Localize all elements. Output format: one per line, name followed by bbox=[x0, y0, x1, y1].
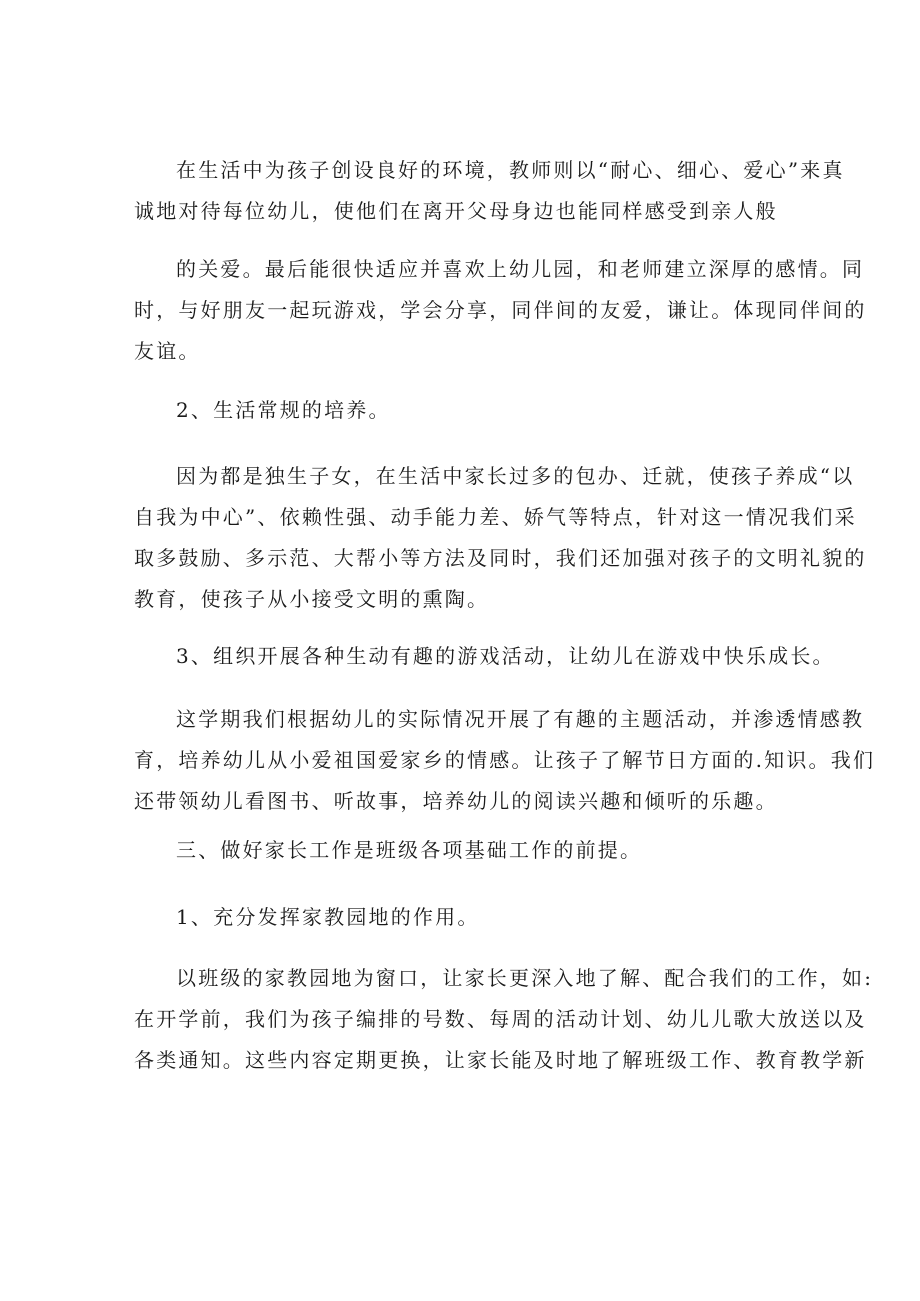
heading-line: 3、组织开展各种生动有趣的游戏活动，让幼儿在游戏中快乐成长。 bbox=[176, 644, 835, 668]
paragraph-line: 诚地对待每位幼儿，使他们在离开父母身边也能同样感受到亲人般 bbox=[134, 199, 778, 223]
paragraph-line: 以班级的家教园地为窗口，让家长更深入地了解、配合我们的工作，如: bbox=[176, 966, 874, 990]
heading-parent-work bbox=[176, 830, 840, 871]
paragraph-home-school-board bbox=[134, 958, 874, 1081]
heading-routine-training bbox=[176, 390, 840, 431]
heading-line: 1、充分发挥家教园地的作用。 bbox=[176, 905, 480, 929]
paragraph-line: 自我为中心”、依赖性强、动手能力差、娇气等特点，针对这一情况我们采 bbox=[134, 505, 857, 529]
heading-line: 三、做好家长工作是班级各项基础工作的前提。 bbox=[176, 838, 643, 862]
paragraph-line: 的关爱。最后能很快适应并喜欢上幼儿园，和老师建立深厚的感情。同 bbox=[176, 257, 865, 281]
paragraph-adaptation bbox=[134, 249, 867, 372]
paragraph-line: 因为都是独生子女，在生活中家长过多的包办、迁就，使孩子养成“以 bbox=[176, 464, 855, 488]
paragraph-line: 友谊。 bbox=[134, 339, 201, 363]
paragraph-only-children bbox=[134, 456, 867, 620]
heading-home-school-board bbox=[176, 897, 840, 938]
heading-line: 2、生活常规的培养。 bbox=[176, 398, 391, 422]
paragraph-line: 时，与好朋友一起玩游戏，学会分享，同伴间的友爱，谦让。体现同伴间的 bbox=[134, 298, 867, 322]
paragraph-line: 取多鼓励、多示范、大帮小等方法及同时，我们还加强对孩子的文明礼貌的 bbox=[134, 546, 867, 570]
paragraph-theme-activities bbox=[134, 699, 876, 822]
paragraph-line: 在开学前，我们为孩子编排的号数、每周的活动计划、幼儿儿歌大放送以及 bbox=[134, 1007, 867, 1031]
paragraph-parent-care bbox=[134, 150, 845, 232]
paragraph-line: 还带领幼儿看图书、听故事，培养幼儿的阅读兴趣和倾听的乐趣。 bbox=[134, 789, 778, 813]
paragraph-line: 这学期我们根据幼儿的实际情况开展了有趣的主题活动，并渗透情感教 bbox=[176, 707, 865, 731]
heading-game-activities bbox=[176, 636, 840, 677]
paragraph-line: 育，培养幼儿从小爱祖国爱家乡的情感。让孩子了解节日方面的.知识。我们 bbox=[134, 748, 876, 772]
paragraph-line: 在生活中为孩子创设良好的环境，教师则以“耐心、细心、爱心”来真 bbox=[176, 158, 845, 182]
paragraph-line: 各类通知。这些内容定期更换，让家长能及时地了解班级工作、教育教学新 bbox=[134, 1048, 867, 1072]
paragraph-line: 教育，使孩子从小接受文明的熏陶。 bbox=[134, 587, 490, 611]
